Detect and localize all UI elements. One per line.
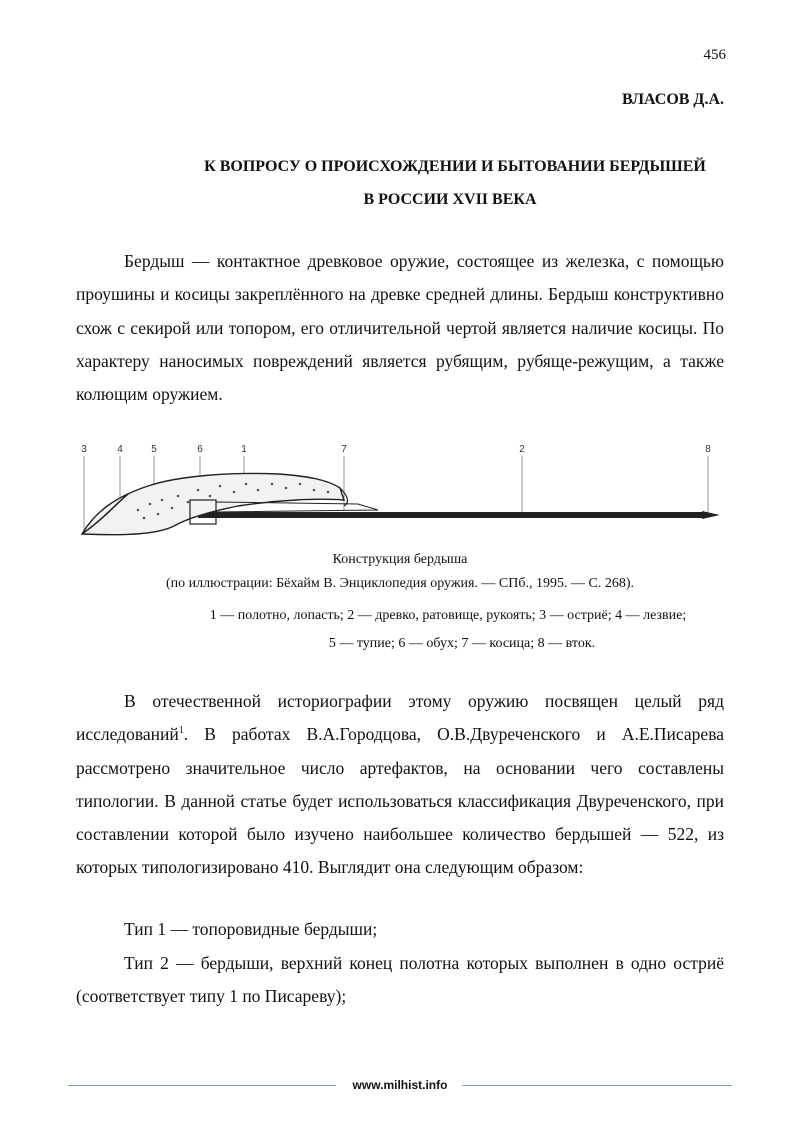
figure-label-3: 3 — [81, 444, 87, 455]
figure-label-4: 4 — [117, 444, 123, 455]
figure-label-1: 1 — [241, 444, 247, 455]
page-number: 456 — [703, 47, 726, 63]
type-1-item — [76, 913, 724, 946]
figure-caption-title: Конструкция бердыша — [332, 552, 468, 567]
paragraph-historiography-start: В отечественной историографии этому оружию посвящен целый ряд исследований — [76, 691, 724, 745]
type-1-text: Тип 1 — топоровидные бердыши; — [124, 919, 378, 939]
type-2-text: Тип 2 — бердыши, верхний конец полотна которых выполнен в одно остриё (соответствует типу 1 по Писареву); — [76, 953, 724, 1007]
figure-caption-legend-1: 1 — полотно, лопасть; 2 — древко, ратовище, рукоять; 3 — остриё; 4 — лезвие; — [209, 608, 687, 623]
paragraph-intro-text: Бердыш — контактное древковое оружие, состоящее из железка, с помощью проушины и косицы закреплённого на древке средней длины. Бердыш конструктивно схож с секирой или топором, его отличительной чертой является наличие косицы. По характеру наносимых повреждений является рубящим, рубяще-режущим, а также колющим оружием. — [76, 251, 724, 405]
figure-label-7: 7 — [341, 444, 347, 455]
berdysh-drawing — [78, 440, 722, 545]
figure-label-5: 5 — [151, 444, 157, 455]
berdysh-illustration — [78, 440, 722, 545]
author-name: ВЛАСОВ Д.А. — [622, 91, 724, 108]
paragraph-historiography-end: . В работах В.А.Городцова, О.В.Двуреченского и А.Е.Писарева рассмотрено значительное число артефактов, на основании чего составлены типологии. В данной статье будет использоваться классификация Двуреченского, при составлении которой было изучено наибольшее количество бердышей — 522, из которых типологизировано 410. Выглядит она следующим образом: — [76, 724, 724, 878]
figure-label-2: 2 — [519, 444, 525, 455]
title-line-2: В РОССИИ XVII ВЕКА — [363, 191, 537, 208]
figure-caption-source: (по иллюстрации: Бёхайм В. Энциклопедия оружия. — СПб., 1995. — С. 268). — [165, 576, 635, 591]
figure-label-6: 6 — [197, 444, 203, 455]
figure-caption-legend-2: 5 — тупие; 6 — обух; 7 — косица; 8 — вток. — [328, 636, 596, 651]
type-2-item — [76, 947, 724, 1014]
footer-divider-left — [68, 1085, 336, 1086]
title-line-1: К ВОПРОСУ О ПРОИСХОЖДЕНИИ И БЫТОВАНИИ БЕРДЫШЕЙ — [204, 158, 706, 175]
footer-site-link[interactable]: www.milhist.info — [352, 1078, 448, 1092]
figure-label-8: 8 — [705, 444, 711, 455]
article-title — [76, 150, 724, 216]
footer-divider-right — [462, 1085, 732, 1086]
page-footer — [68, 1075, 732, 1095]
footnote-reference[interactable]: 1 — [178, 725, 184, 737]
paragraph-historiography — [76, 685, 724, 885]
paragraph-intro — [76, 245, 724, 411]
